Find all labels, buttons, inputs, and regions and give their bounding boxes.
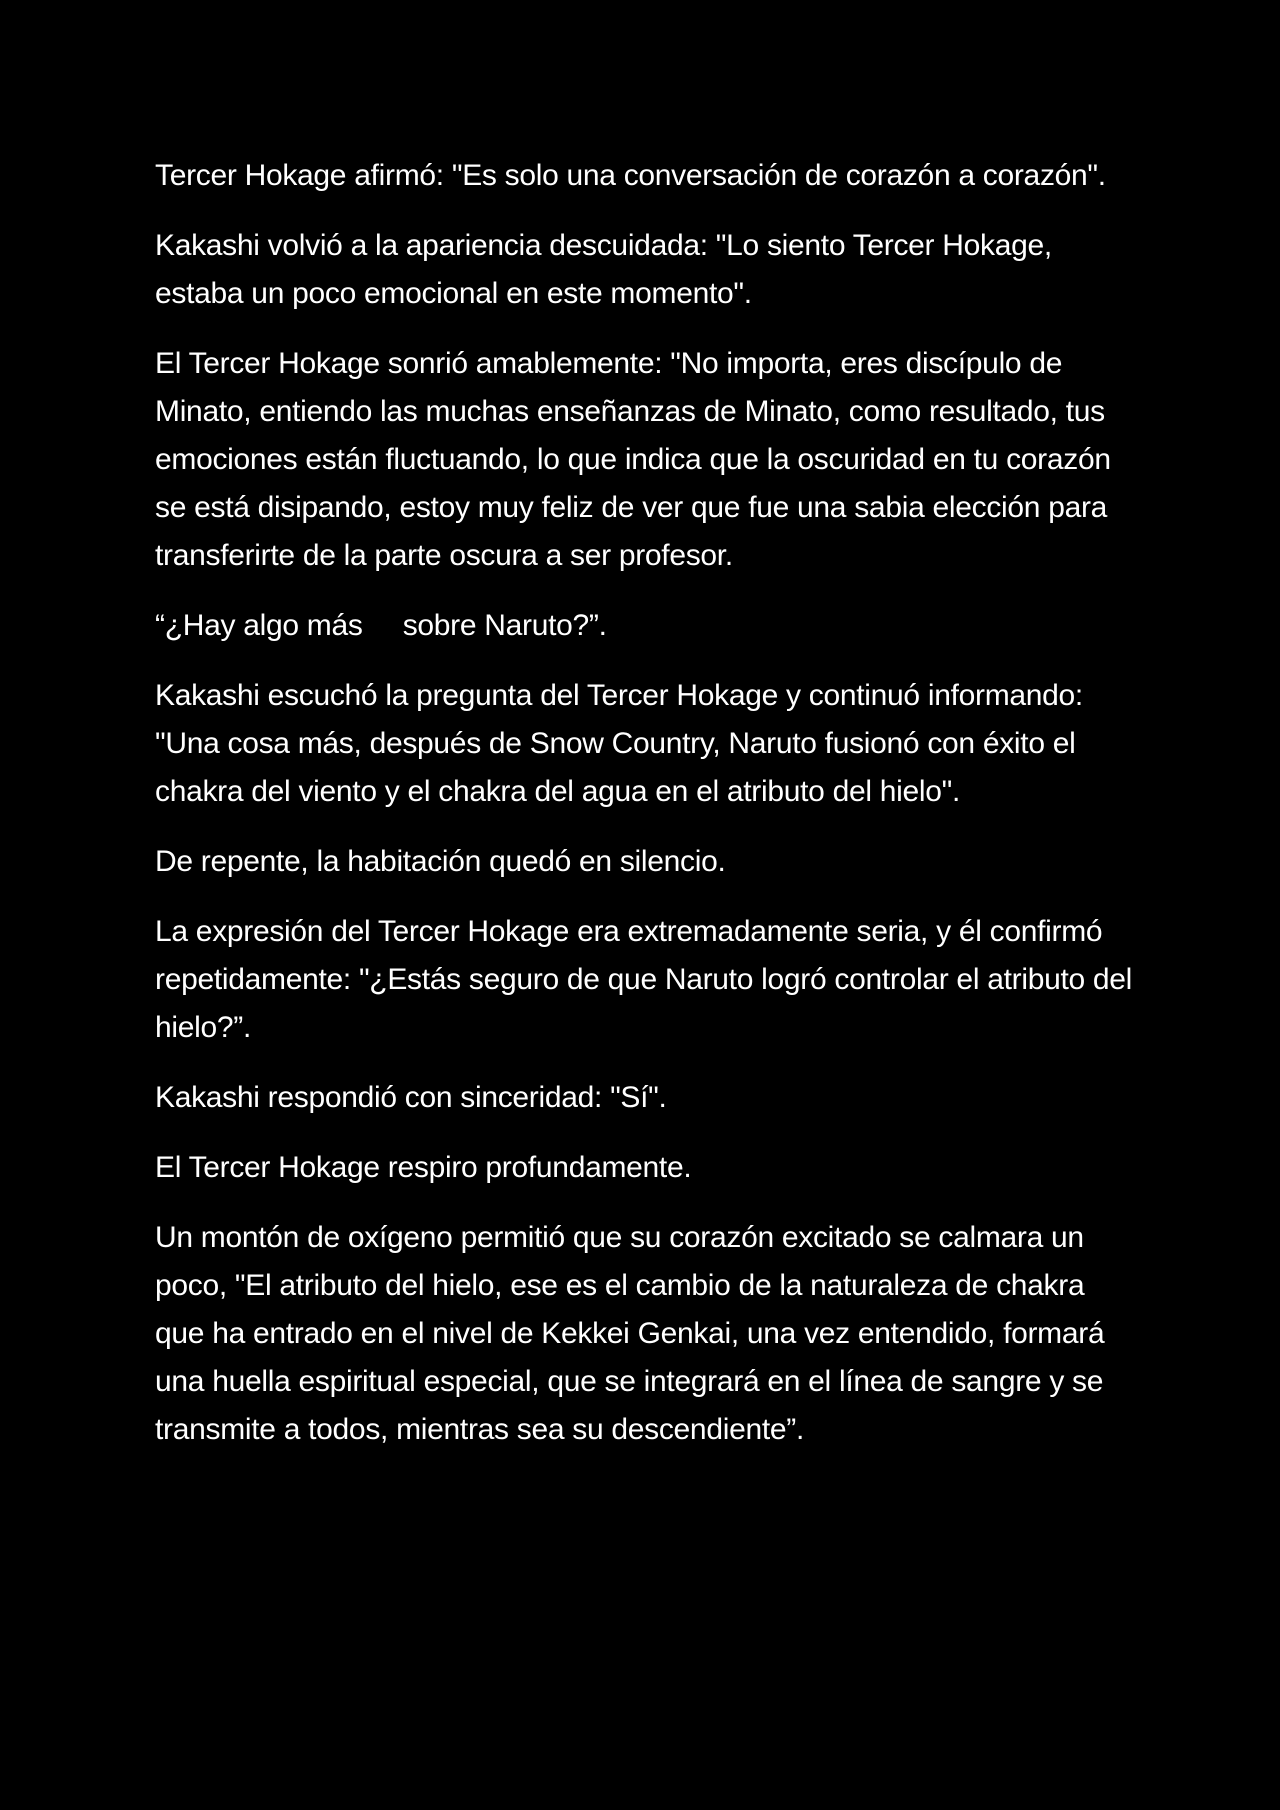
paragraph-1: Tercer Hokage afirmó: "Es solo una conversación de corazón a corazón". [155, 159, 1106, 192]
paragraph-3: El Tercer Hokage sonrió amablemente: "No importa, eres discípulo de Minato, entiendo las muchas enseñanzas de Minato, como resultado, tus emociones están fluctuando, lo que indica que la oscuridad en tu corazón se está disipando, estoy muy feliz de ver que fue una sabia elección para transferirte de la parte oscura a ser profesor. [155, 347, 1111, 572]
paragraph-9: El Tercer Hokage respiro profundamente. [155, 1151, 692, 1184]
document-page [155, 152, 1135, 1476]
paragraph-8: Kakashi respondió con sinceridad: "Sí". [155, 1081, 667, 1114]
paragraph-7: La expresión del Tercer Hokage era extremadamente seria, y él confirmó repetidamente: "¿Estás seguro de que Naruto logró controlar el atributo del hielo?”. [155, 915, 1133, 1044]
paragraph-5: Kakashi escuchó la pregunta del Tercer Hokage y continuó informando: "Una cosa más, después de Snow Country, Naruto fusionó con éxito el chakra del viento y el chakra del agua en el atributo del hielo". [155, 679, 1083, 808]
paragraph-6: De repente, la habitación quedó en silencio. [155, 845, 726, 878]
paragraph-2: Kakashi volvió a la apariencia descuidada: "Lo siento Tercer Hokage, estaba un poco emocional en este momento". [155, 229, 1052, 310]
paragraph-10: Un montón de oxígeno permitió que su corazón excitado se calmara un poco, "El atributo del hielo, ese es el cambio de la naturaleza de chakra que ha entrado en el nivel de Kekkei Genkai, una vez entendido, formará una huella espiritual especial, que se integrará en el línea de sangre y se transmite a todos, mientras sea su descendiente”. [155, 1221, 1105, 1446]
paragraph-4: “¿Hay algo más sobre Naruto?”. [155, 609, 607, 642]
